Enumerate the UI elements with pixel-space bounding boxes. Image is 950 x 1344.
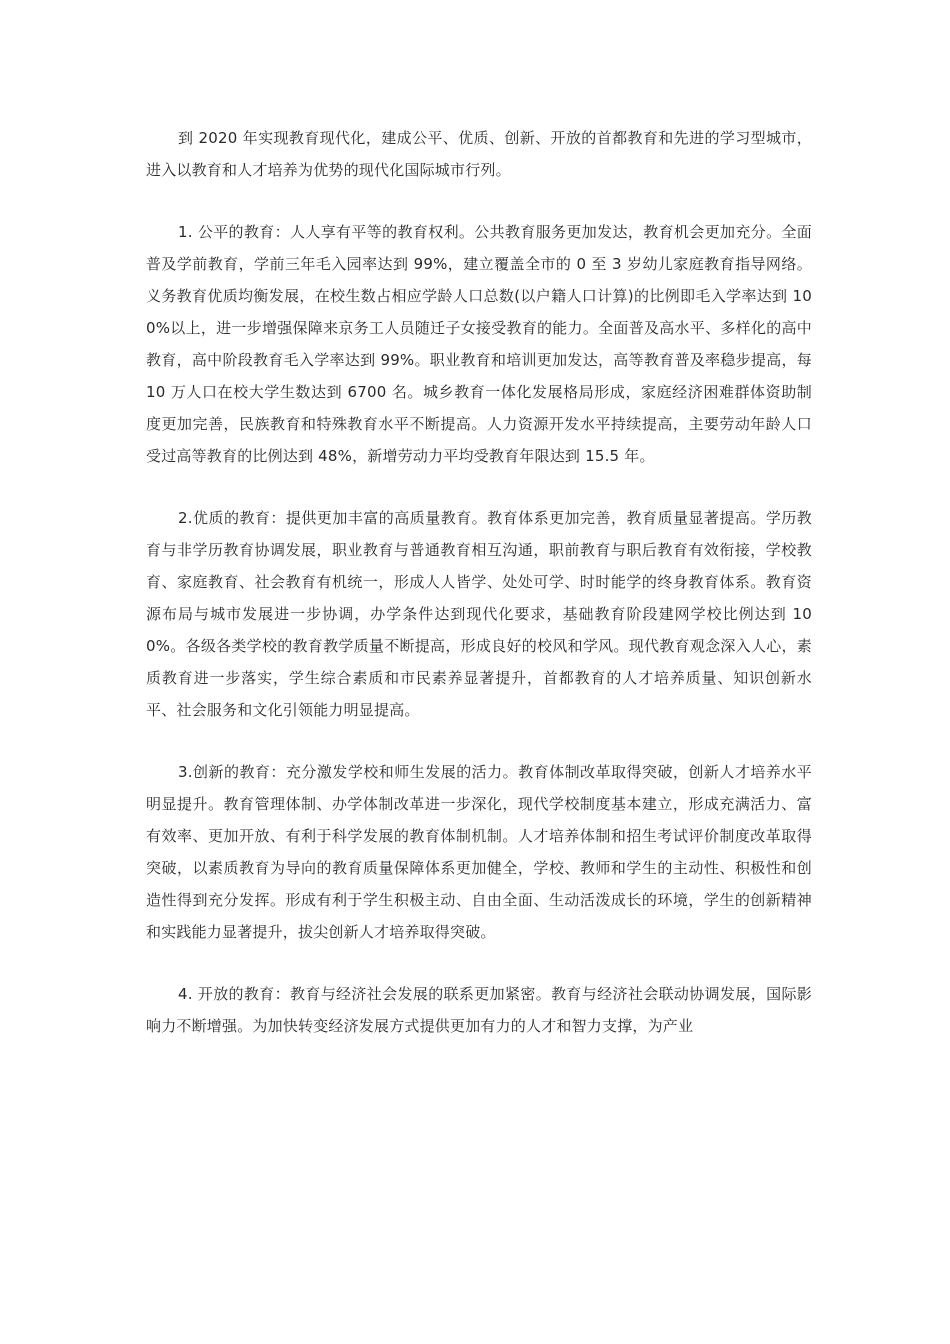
document-body <box>146 122 812 1072</box>
paragraph-intro: 到 2020 年实现教育现代化，建成公平、优质、创新、开放的首都教育和先进的学习型城市，进入以教育和人才培养为优势的现代化国际城市行列。 <box>146 129 812 179</box>
paragraph-quality-education: 2.优质的教育：提供更加丰富的高质量教育。教育体系更加完善，教育质量显著提高。学历教育与非学历教育协调发展，职业教育与普通教育相互沟通，职前教育与职后教育有效衔接，学校教育、家庭教育、社会教育有机统一，形成人人皆学、处处可学、时时能学的终身教育体系。教育资源布局与城市发展进一步协调，办学条件达到现代化要求，基础教育阶段建网学校比例达到 100%。各级各类学校的教育教学质量不断提高，形成良好的校风和学风。现代教育观念深入人心，素质教育进一步落实，学生综合素质和市民素养显著提升，首都教育的人才培养质量、知识创新水平、社会服务和文化引领能力明显提高。 <box>146 509 812 719</box>
paragraph-innovative-education: 3.创新的教育：充分激发学校和师生发展的活力。教育体制改革取得突破，创新人才培养水平明显提升。教育管理体制、办学体制改革进一步深化，现代学校制度基本建立，形成充满活力、富有效率、更加开放、有利于科学发展的教育体制机制。人才培养体制和招生考试评价制度改革取得突破，以素质教育为导向的教育质量保障体系更加健全，学校、教师和学生的主动性、积极性和创造性得到充分发挥。形成有利于学生积极主动、自由全面、生动活泼成长的环境，学生的创新精神和实践能力显著提升，拔尖创新人才培养取得突破。 <box>146 763 812 941</box>
paragraph-open-education: 4. 开放的教育：教育与经济社会发展的联系更加紧密。教育与经济社会联动协调发展，国际影响力不断增强。为加快转变经济发展方式提供更加有力的人才和智力支撑，为产业 <box>146 985 812 1035</box>
paragraph-fair-education: 1. 公平的教育：人人享有平等的教育权利。公共教育服务更加发达，教育机会更加充分。全面普及学前教育，学前三年毛入园率达到 99%，建立覆盖全市的 0 至 3 岁幼儿家庭教育指导网络。义务教育优质均衡发展，在校生数占相应学龄人口总数(以户籍人口计算)的比例即毛入学率达到 100%以上，进一步增强保障来京务工人员随迁子女接受教育的能力。全面普及高水平、多样化的高中教育，高中阶段教育毛入学率达到 99%。职业教育和培训更加发达，高等教育普及率稳步提高，每 10 万人口在校大学生数达到 6700 名。城乡教育一体化发展格局形成，家庭经济困难群体资助制度更加完善，民族教育和特殊教育水平不断提高。人力资源开发水平持续提高，主要劳动年龄人口受过高等教育的比例达到 48%，新增劳动力平均受教育年限达到 15.5 年。 <box>146 223 812 465</box>
